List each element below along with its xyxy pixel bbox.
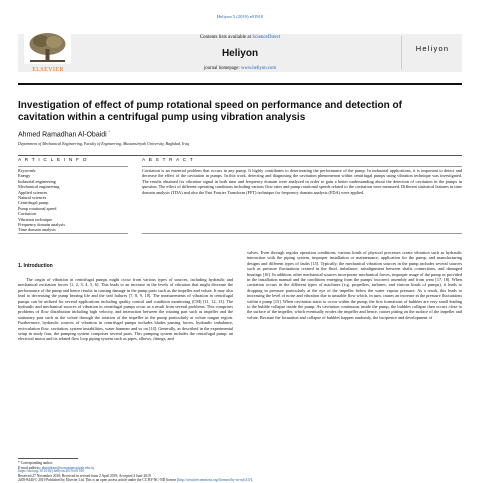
keyword: Centrifugal pump: [18, 200, 49, 206]
keywords-label: Keywords:: [18, 168, 37, 173]
body-column-left: [18, 277, 233, 342]
abstract-end-divider: [142, 233, 462, 234]
keyword: Frequency domain analysis: [18, 222, 66, 228]
section-heading-introduction: 1. Introduction: [18, 263, 53, 269]
intro-paragraph-1: The origin of vibration in centrifugal pumps might occur from various types of sources, including hydraulic and mechanical excitation forces [1, 2, 3, 4, 5, 6]. This leads to an increase in the levels of vibration that might decrease the performance of the pump and hence results in causing damage in the pump parts such as the impeller and volute. It may also lead to decreasing the pump bearing life and the seal failures [7, 8, 9, 10]. The measurements of vibration in centrifugal pumps can be utilized for several applications including quality control and condition monitoring (CM) [11, 12, 13]. The hydraulic and mechanical sources of vibration in centrifugal pumps occur as a result from several problems. This comprises problems of flow distribution including high velocity, and interaction between the rotating part such as impeller and the stationary part such as the volute through the rotation of the impeller in the pump particularly at volute tongue region. Furthermore, hydraulic sources of vibration in centrifugal pumps includes blades passing forces, hydraulic imbalance, recirculation flow, cavitation, system instabilities, water hammer and so on [14]. Generally, as described in the experimental setup in study four, the pumping system comprises several parts. This pumping system includes the centrifugal pump, an electrical motor and its related flow loop piping system such as pipes, elbows, fittings, and: [18, 277, 233, 342]
corresponding-author-note: * Corresponding author.: [18, 461, 53, 465]
homepage-link[interactable]: www.heliyon.com: [240, 66, 277, 71]
contents-line: [120, 35, 360, 40]
doi-link[interactable]: https://doi.org/10.1016/j.heliyon.2019.e01910: [18, 469, 85, 473]
license-suffix: ).: [250, 478, 253, 482]
received-dates: Received 27 November 2018; Received in revised form 2 April 2019; Accepted 3 June 2019: [18, 473, 151, 478]
article-info-heading: A R T I C L E I N F O: [18, 158, 88, 163]
publisher-logo-text: ELSEVIER: [32, 67, 64, 73]
article-info-divider: [18, 166, 128, 167]
keyword: Time domain analysis: [18, 227, 56, 233]
homepage-prefix: journal homepage:: [203, 66, 241, 71]
email-link[interactable]: ahmedram@uomustansiriyah.edu.iq: [41, 465, 94, 470]
abstract-divider: [142, 166, 462, 167]
publication-info: [18, 469, 462, 483]
corresponding-author-mark[interactable]: *: [108, 129, 111, 134]
keyword: Natural sciences: [18, 195, 47, 201]
footnote-divider: [18, 458, 78, 459]
journal-reference[interactable]: Heliyon 5 (2019) e01910: [216, 14, 264, 19]
article-title: Investigation of effect of pump rotational speed on performance and detection of cavitation within a centrifugal pump using vibration analysis: [18, 100, 402, 123]
body-column-right: valves. Even through regular operation conditions, various kinds of physical processes create vibration such as hydraulic interaction with the piping system, improper installation or maintenance, application for the pump, and manufacturing designs and different types of faults [15]. Typically, the mechanical vibration sources in the pump includes several sources such as pressure fluctuations created in the fluid, imbalance, misalignment between shafts connections, and damaged bearings [16]. In addition, other mechanical sources incorporate mechanical forces, improper usage of the pump as provided in the installation manual and the conditions emerging from the pumps' incorrect assembly and from wear [17, 18]. When cavitation occurs in the different types of machines (e.g. propellers, turbines, and various kinds of pumps), it leads to dropping in pressure particularly at the eye of the impeller below the water vapour pressure. As a result, this leads to increasing the level of noise and vibration due to unstable flow which, in turn, causes an increase in the pressure fluctuations within a pump [15]. When cavitation starts to occur within the pump, the first formations of bubbles are very small leading to the bubble collapse inside the pump. As cavitation continuous inside the pump, the bubbles collapse then occurs close to the surface of the impeller, which eventually erodes the impeller and hence, causes pitting on the surface of the impeller and volute. Because the formation and collapse of bubbles happen randomly, the incipience and development of: [247, 250, 462, 320]
license-text: 2405-8440/© 2019 Published by Elsevier Ltd. This is an open access article under the CC BY-NC-ND license (: [18, 478, 179, 482]
abstract-text: Cavitation is an essential problem that occurs in any pump. It highly contributes to deteriorating the performance of the pump. In industrial applications, it is important to detect and decrease the effect of the cavitation in pumps. In this work, detecting and diagnosing the cavitation phenomenon within centrifugal pumps using vibration technique was investigated. The results obtained for vibration signal in both time and frequency domain were analyzed in order to gain a better understanding about the detection of cavitation in the pumps in question. The effect of different operating conditions including various flow rates and pump rotational speeds related to the cavitation were measured. Different statistical features in time domain analysis (TDA) and also the Fast Fourier Transform (FFT) technique for frequency domain analysis (FDA) were applied.: [142, 168, 462, 195]
affiliation: Department of Mechanical Engineering, Faculty of Engineering, Mustansiriyah University, Baghdad, Iraq: [18, 141, 189, 146]
brand-wordmark: Heliyon: [415, 44, 450, 53]
keyword: Vibration technique: [18, 216, 52, 222]
keyword: Cavitation: [18, 211, 36, 217]
section-divider: [18, 155, 462, 156]
journal-homepage: [120, 66, 360, 71]
license-line: [18, 478, 462, 483]
keyword: Pump rotational speed: [18, 205, 57, 211]
keywords-box: [18, 168, 128, 233]
keyword: Energy: [18, 173, 31, 179]
abstract-heading: A B S T R A C T: [142, 158, 194, 163]
contents-prefix: Contents lists available at: [199, 35, 253, 40]
keyword: Mechanical engineering: [18, 184, 60, 190]
keyword: Applied sciences: [18, 189, 48, 195]
elsevier-tree-logo-icon: [20, 29, 75, 72]
keyword: Industrial engineering: [18, 178, 56, 184]
journal-name: Heliyon: [221, 48, 259, 59]
author-line: [18, 129, 110, 138]
sciencedirect-link[interactable]: ScienceDirect: [252, 35, 281, 40]
article-info-end-divider: [18, 233, 128, 234]
header-divider: [18, 83, 462, 85]
author-name: Ahmed Ramadhan Al-Obaidi: [18, 131, 107, 139]
license-link[interactable]: http://creativecommons.org/licenses/by-nc-nd/4.0/: [178, 478, 251, 482]
email-label: E-mail address:: [18, 465, 42, 470]
